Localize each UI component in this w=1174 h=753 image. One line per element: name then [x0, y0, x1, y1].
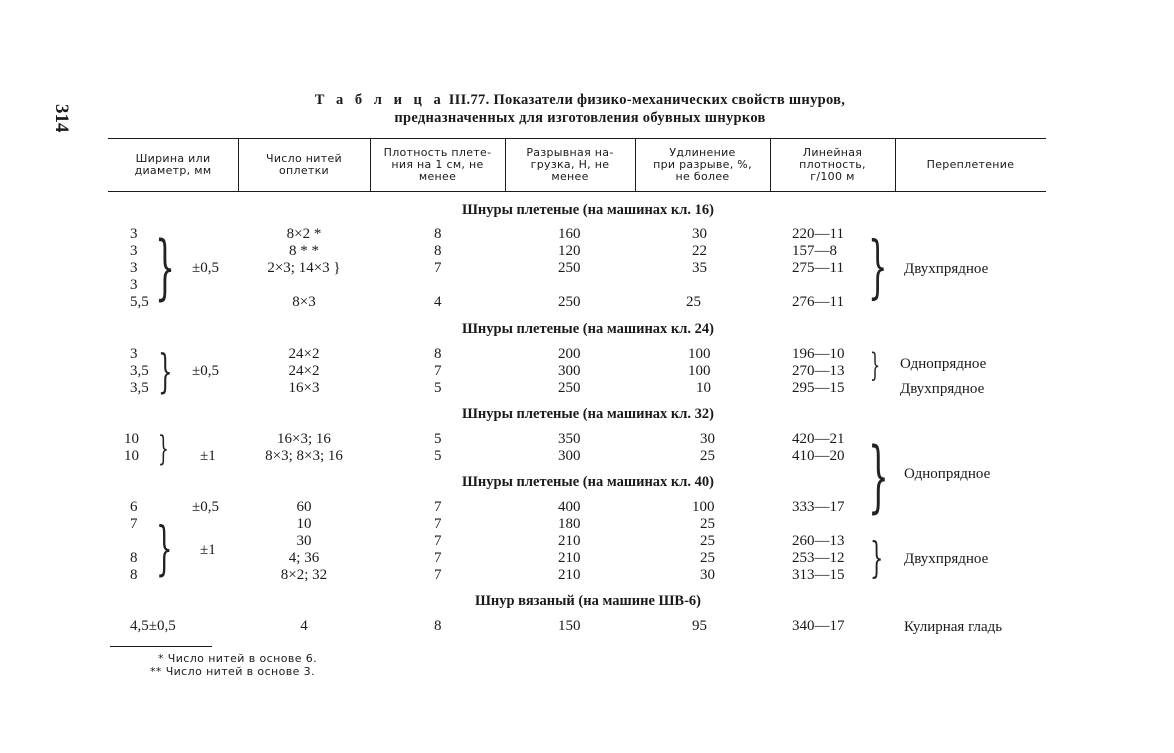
threads-cell: 24×2	[288, 363, 320, 379]
width-cell: 3	[130, 346, 138, 362]
table-title-text: Показатели физико-механических свойств шнуров,	[493, 92, 846, 108]
tolerance-cell: ±1	[200, 448, 216, 464]
tolerance-cell: ±1	[200, 542, 216, 558]
elongation-cell: 10	[696, 380, 711, 396]
linear-density-cell: 157—8	[792, 243, 837, 259]
column-header-load: Разрывная на- грузка, Н, не менее	[526, 146, 614, 183]
brace-right-icon: }	[870, 533, 884, 582]
tolerance-cell: ±0,5	[192, 363, 219, 379]
section-heading: Шнуры плетеные (на машинах кл. 16)	[462, 202, 714, 218]
tolerance-cell: ±0,5	[192, 260, 219, 276]
density-cell: 7	[434, 533, 442, 549]
section-heading: Шнуры плетеные (на машинах кл. 40)	[462, 474, 714, 490]
width-cell: 3	[130, 243, 138, 259]
column-header-elongation: Удлинение при разрыве, %, не более	[653, 146, 752, 183]
density-cell: 7	[434, 567, 442, 583]
elongation-cell: 25	[700, 533, 715, 549]
load-cell: 180	[558, 516, 581, 532]
load-cell: 200	[558, 346, 581, 362]
tolerance-cell: ±0,5	[192, 499, 219, 515]
weave-cell: Двухпрядное	[904, 551, 989, 567]
page-number: 314	[51, 104, 72, 133]
weave-cell: Двухпрядное	[900, 381, 985, 397]
linear-density-cell: 420—21	[792, 431, 845, 447]
threads-cell: 24×2	[288, 346, 320, 362]
density-cell: 8	[434, 618, 442, 634]
brace-right-icon: }	[158, 429, 169, 469]
elongation-cell: 25	[700, 516, 715, 532]
load-cell: 210	[558, 533, 581, 549]
width-cell: 4,5±0,5	[130, 618, 176, 634]
elongation-cell: 25	[700, 550, 715, 566]
linear-density-cell: 295—15	[792, 380, 845, 396]
width-cell: 3	[130, 260, 138, 276]
load-cell: 210	[558, 567, 581, 583]
column-header-weave: Переплетение	[926, 158, 1015, 171]
width-cell: 3,5	[130, 363, 149, 379]
density-cell: 7	[434, 499, 442, 515]
threads-cell: 8×3	[292, 294, 316, 310]
elongation-cell: 100	[692, 499, 715, 515]
linear-density-cell: 253—12	[792, 550, 845, 566]
linear-density-cell: 340—17	[792, 618, 845, 634]
width-cell: 5,5	[130, 294, 149, 310]
density-cell: 8	[434, 243, 442, 259]
threads-cell: 8×2 *	[286, 226, 322, 242]
density-cell: 5	[434, 380, 442, 396]
threads-cell: 16×3	[288, 380, 320, 396]
density-cell: 4	[434, 294, 442, 310]
load-cell: 300	[558, 363, 581, 379]
elongation-cell: 100	[688, 363, 711, 379]
threads-cell: 4; 36	[288, 550, 320, 566]
table-title-prefix: Т а б л и ц а	[314, 92, 445, 108]
density-cell: 7	[434, 550, 442, 566]
width-cell: 10	[124, 448, 139, 464]
threads-cell: 4	[300, 618, 308, 634]
threads-cell: 2×3; 14×3 }	[267, 260, 341, 276]
load-cell: 400	[558, 499, 581, 515]
footnote-rule	[110, 646, 212, 647]
width-cell: 7	[130, 516, 138, 532]
brace-right-icon: }	[155, 226, 176, 308]
column-header-width: Ширина или диаметр, мм	[134, 152, 212, 177]
threads-cell: 8×3; 8×3; 16	[265, 448, 343, 464]
load-cell: 150	[558, 618, 581, 634]
linear-density-cell: 275—11	[792, 260, 844, 276]
linear-density-cell: 410—20	[792, 448, 845, 464]
brace-right-icon: }	[868, 432, 889, 522]
density-cell: 7	[434, 363, 442, 379]
column-header-linear-density: Линейная плотность, г/100 м	[799, 146, 866, 183]
linear-density-cell: 270—13	[792, 363, 845, 379]
elongation-cell: 25	[700, 448, 715, 464]
density-cell: 7	[434, 516, 442, 532]
density-cell: 8	[434, 346, 442, 362]
density-cell: 5	[434, 431, 442, 447]
section-heading: Шнуры плетеные (на машинах кл. 24)	[462, 321, 714, 337]
linear-density-cell: 333—17	[792, 499, 845, 515]
width-cell: 8	[130, 567, 138, 583]
elongation-cell: 30	[700, 431, 715, 447]
column-header-threads: Число нитей оплетки	[266, 152, 342, 177]
footnote: * Число нитей в основе 6.	[158, 652, 318, 665]
section-heading: Шнуры плетеные (на машинах кл. 32)	[462, 406, 714, 422]
width-cell: 6	[130, 499, 138, 515]
brace-right-icon: }	[868, 228, 888, 307]
width-cell: 3	[130, 277, 138, 293]
load-cell: 350	[558, 431, 581, 447]
header-bottom-rule	[108, 191, 1046, 192]
load-cell: 300	[558, 448, 581, 464]
weave-cell: Однопрядное	[904, 466, 991, 482]
brace-right-icon: }	[870, 346, 881, 384]
width-cell: 3,5	[130, 380, 149, 396]
elongation-cell: 30	[700, 567, 715, 583]
weave-cell: Двухпрядное	[904, 261, 989, 277]
brace-right-icon: }	[156, 514, 173, 582]
load-cell: 210	[558, 550, 581, 566]
threads-cell: 60	[296, 499, 312, 515]
threads-cell: 30	[296, 533, 312, 549]
section-heading: Шнур вязаный (на машине ШВ-6)	[474, 593, 702, 609]
elongation-cell: 22	[692, 243, 707, 259]
load-cell: 250	[558, 294, 581, 310]
elongation-cell: 25	[686, 294, 701, 310]
linear-density-cell: 196—10	[792, 346, 845, 362]
elongation-cell: 95	[692, 618, 707, 634]
linear-density-cell: 220—11	[792, 226, 844, 242]
linear-density-cell: 276—11	[792, 294, 844, 310]
table-title-line1	[280, 92, 880, 109]
width-cell: 3	[130, 226, 138, 242]
width-cell: 8	[130, 550, 138, 566]
load-cell: 250	[558, 380, 581, 396]
threads-cell: 10	[296, 516, 312, 532]
column-header-density: Плотность плете- ния на 1 см, не менее	[383, 146, 492, 183]
width-cell: 10	[124, 431, 139, 447]
linear-density-cell: 313—15	[792, 567, 845, 583]
threads-cell: 16×3; 16	[277, 431, 331, 447]
weave-cell: Однопрядное	[900, 356, 987, 372]
footnote: ** Число нитей в основе 3.	[150, 665, 315, 678]
table-title-number: III.77.	[448, 92, 490, 108]
load-cell: 120	[558, 243, 581, 259]
density-cell: 7	[434, 260, 442, 276]
brace-right-icon: }	[158, 344, 173, 398]
load-cell: 160	[558, 226, 581, 242]
load-cell: 250	[558, 260, 581, 276]
density-cell: 8	[434, 226, 442, 242]
elongation-cell: 35	[692, 260, 707, 276]
elongation-cell: 100	[688, 346, 711, 362]
elongation-cell: 30	[692, 226, 707, 242]
threads-cell: 8×2; 32	[280, 567, 328, 583]
threads-cell: 8 * *	[289, 243, 319, 259]
table-title-line2: предназначенных для изготовления обувных шнурков	[394, 110, 766, 126]
weave-cell: Кулирная гладь	[904, 619, 1003, 635]
linear-density-cell: 260—13	[792, 533, 845, 549]
density-cell: 5	[434, 448, 442, 464]
